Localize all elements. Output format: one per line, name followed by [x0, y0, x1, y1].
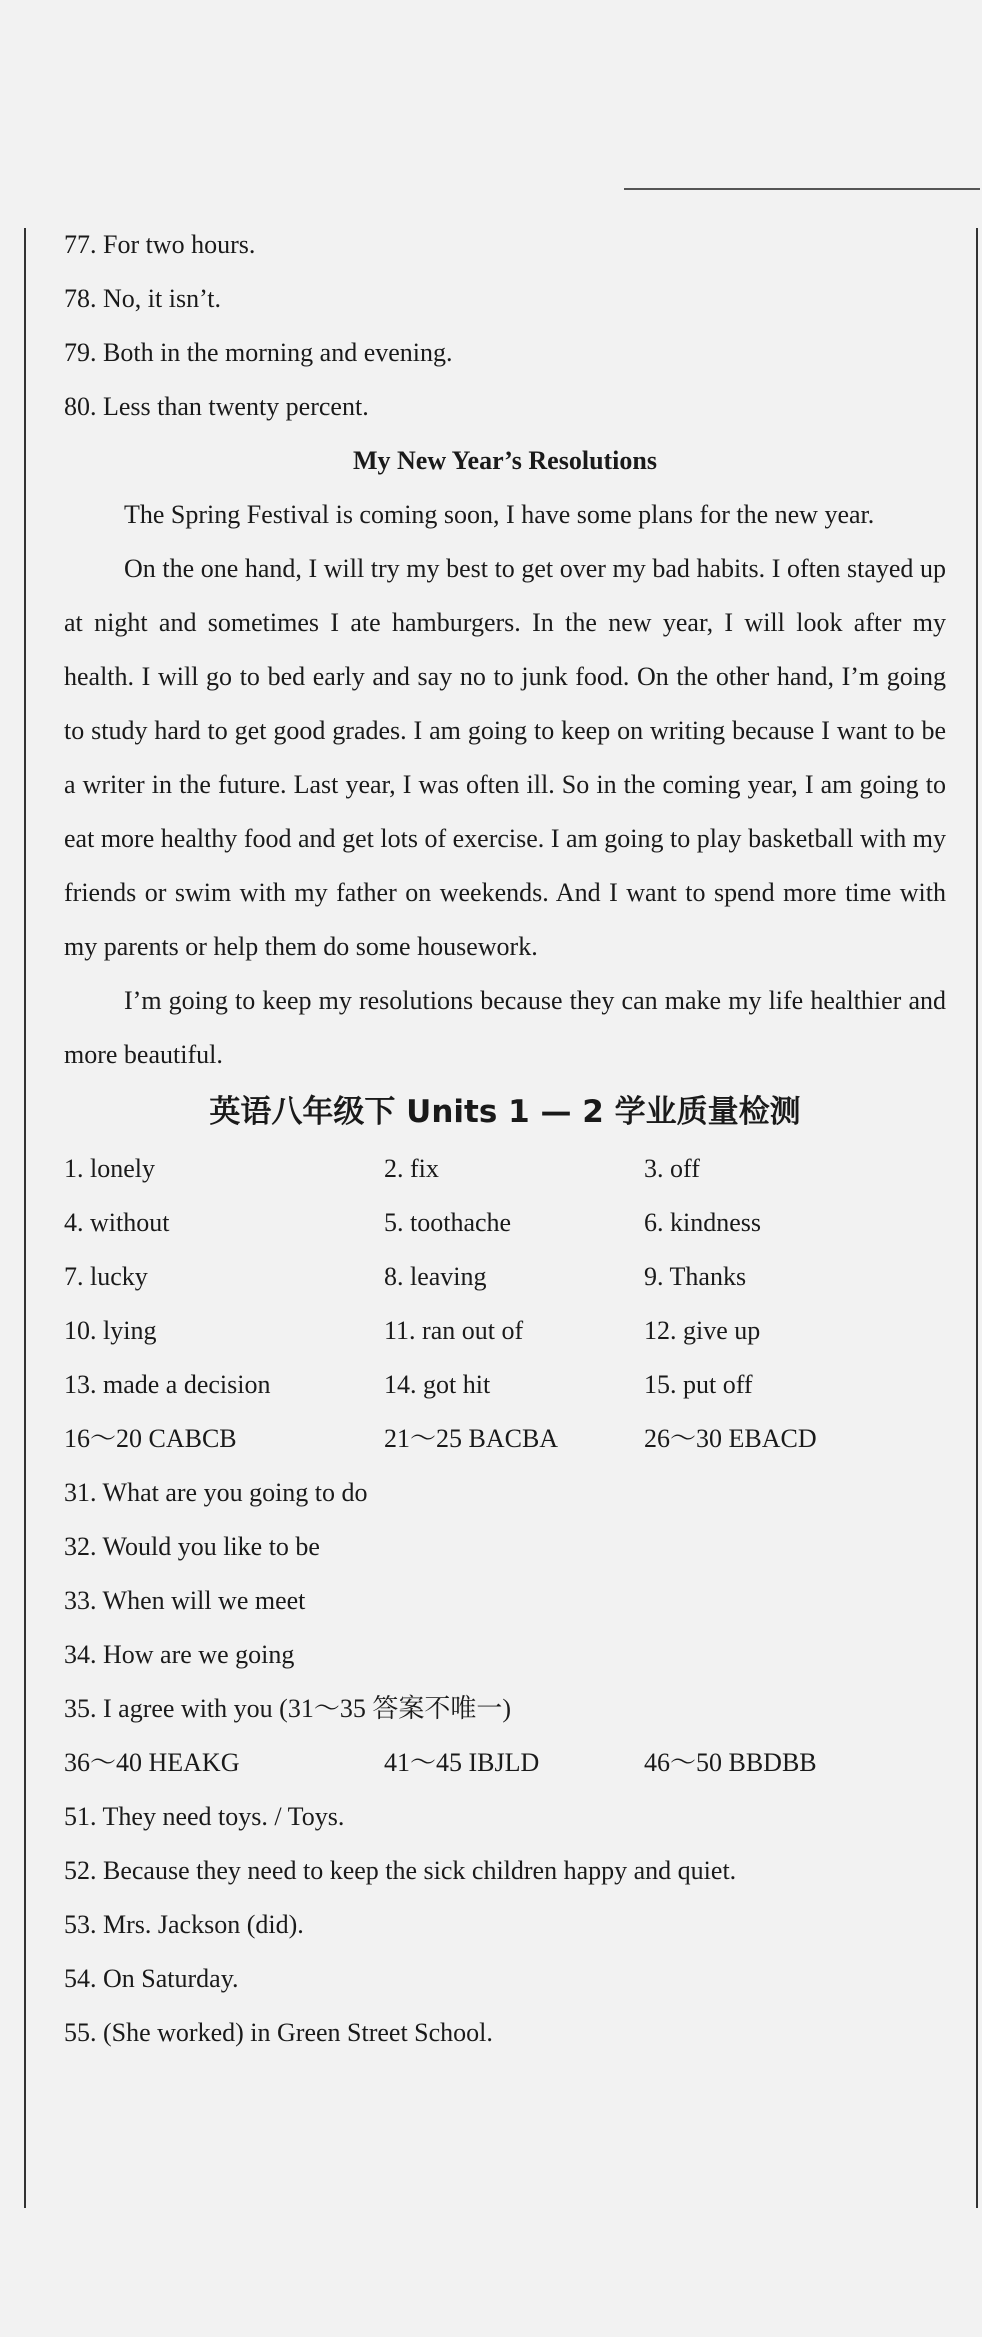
answer-cell: 7. lucky: [64, 1262, 148, 1291]
answer-cell: 26～30 EBACD: [644, 1424, 817, 1453]
section-heading: 英语八年级下 Units 1 — 2 学业质量检测: [209, 1094, 801, 1130]
answer-55: 55. (She worked) in Green Street School.: [64, 2018, 493, 2047]
right-border-line: [976, 228, 978, 2208]
answer-row: [64, 1250, 946, 1304]
essay-title: My New Year’s Resolutions: [352, 446, 657, 475]
answer-cell: 16～20 CABCB: [64, 1424, 237, 1453]
answer-row: [64, 1196, 946, 1250]
answer-cell: 9. Thanks: [644, 1262, 747, 1291]
answer-cell: 41～45 IBJLD: [384, 1748, 540, 1777]
left-border-line: [24, 228, 26, 2208]
answer-cell: 8. leaving: [384, 1262, 487, 1291]
answer-cell: 14. got hit: [384, 1370, 491, 1399]
top-rule: [624, 188, 980, 190]
answer-row: [64, 1142, 946, 1196]
answer-cell: 21～25 BACBA: [384, 1424, 559, 1453]
answer-53: 53. Mrs. Jackson (did).: [64, 1910, 304, 1939]
answer-cell: 6. kindness: [644, 1208, 761, 1237]
answer-80: 80. Less than twenty percent.: [64, 392, 369, 421]
answer-51: 51. They need toys. / Toys.: [64, 1802, 345, 1831]
answer-33: 33. When will we meet: [64, 1586, 306, 1615]
essay-paragraph-3: I’m going to keep my resolutions because they can make my life healthier and more beautiful.: [64, 986, 946, 1069]
essay-paragraph-1: The Spring Festival is coming soon, I have some plans for the new year.: [124, 500, 875, 529]
answer-cell: 11. ran out of: [384, 1316, 524, 1345]
answer-row: [64, 1358, 946, 1412]
answer-31: 31. What are you going to do: [64, 1478, 368, 1507]
answer-54: 54. On Saturday.: [64, 1964, 239, 1993]
answer-cell: 36～40 HEAKG: [64, 1748, 240, 1777]
answer-52: 52. Because they need to keep the sick children happy and quiet.: [64, 1856, 737, 1885]
answer-cell: 5. toothache: [384, 1208, 512, 1237]
answer-35: 35. I agree with you (31～35 答案不唯一): [64, 1694, 511, 1723]
essay-paragraph-2: On the one hand, I will try my best to get over my bad habits. I often stayed up at night and sometimes I ate hamburgers. In the new year, I will look after my health. I will go to bed early and say no to junk food. On the other hand, I’m going to study hard to get good grades. I am going to keep on writing because I want to be a writer in the future. Last year, I was often ill. So in the coming year, I am going to eat more healthy food and get lots of exercise. I am going to play basketball with my friends or swim with my father on weekends. And I want to spend more time with my parents or help them do some housework.: [64, 554, 946, 961]
answer-79: 79. Both in the morning and evening.: [64, 338, 453, 367]
answer-77: 77. For two hours.: [64, 230, 256, 259]
answer-cell: 12. give up: [644, 1316, 761, 1345]
answer-row: [64, 1736, 946, 1790]
answer-cell: 46～50 BBDBB: [644, 1748, 817, 1777]
answer-row: [64, 1412, 946, 1466]
answer-cell: 1. lonely: [64, 1154, 155, 1183]
answer-34: 34. How are we going: [64, 1640, 295, 1669]
answer-78: 78. No, it isn’t.: [64, 284, 221, 313]
answer-32: 32. Would you like to be: [64, 1532, 320, 1561]
answer-cell: 15. put off: [644, 1370, 753, 1399]
answer-cell: 4. without: [64, 1208, 170, 1237]
answer-cell: 2. fix: [384, 1154, 439, 1183]
answer-row: [64, 1304, 946, 1358]
answer-cell: 3. off: [644, 1154, 700, 1183]
answer-cell: 10. lying: [64, 1316, 157, 1345]
answer-key-content: [64, 218, 946, 2060]
answer-cell: 13. made a decision: [64, 1370, 271, 1399]
